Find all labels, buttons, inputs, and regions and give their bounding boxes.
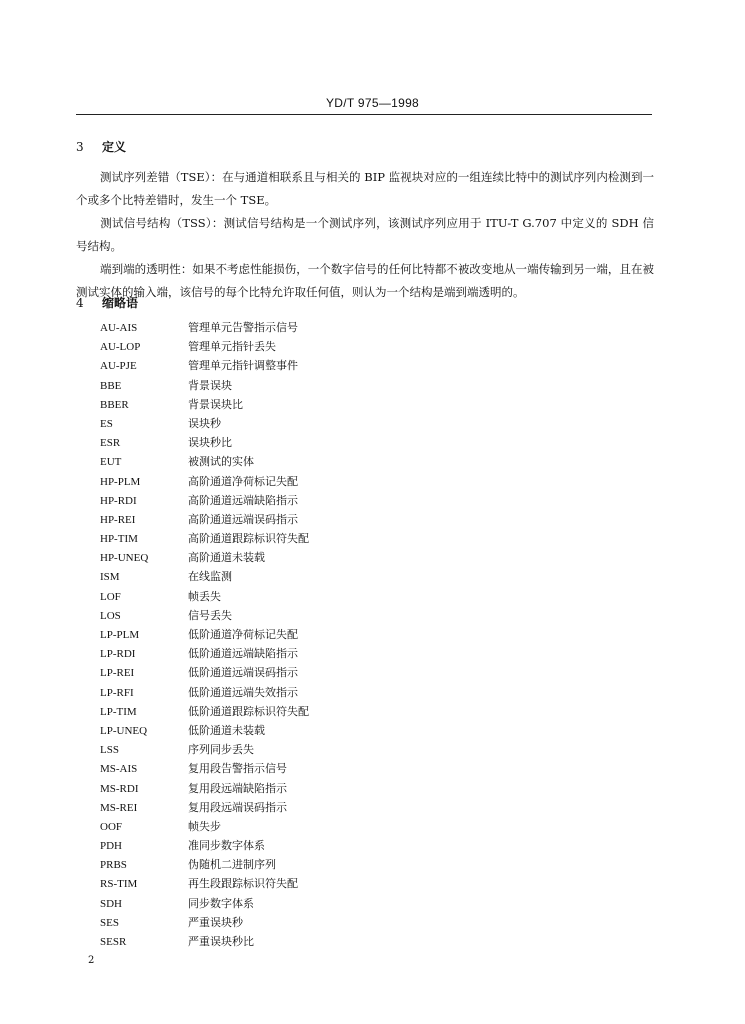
abbreviation-code: SES <box>100 916 119 929</box>
abbreviation-row <box>100 874 440 893</box>
abbreviation-definition: 低阶通道远端缺陷指示 <box>188 647 298 661</box>
section-4-number: 4 <box>76 296 84 310</box>
abbreviation-code: ES <box>100 417 113 430</box>
abbreviation-definition: 管理单元指针调整事件 <box>188 359 298 373</box>
abbreviation-code: HP-UNEQ <box>100 552 149 565</box>
abbreviation-row <box>100 644 440 663</box>
abbreviation-row <box>100 376 440 395</box>
abbreviation-definition: 高阶通道净荷标记失配 <box>188 474 298 488</box>
abbreviation-definition: 误块秒 <box>188 416 221 430</box>
abbreviation-definition: 序列同步丢失 <box>188 743 254 757</box>
abbreviation-definition: 高阶通道远端误码指示 <box>188 512 298 526</box>
abbreviation-code: HP-PLM <box>100 475 141 488</box>
abbreviation-row <box>100 395 440 414</box>
abbreviation-code: LP-TIM <box>100 705 137 718</box>
abbreviation-code: HP-REI <box>100 513 136 526</box>
paragraph-text: 测试序列差错（TSE）：在与通道相联系且与相关的 BIP 监视块对应的一组连续比特中的测试序列内检测到一个或多个比特差错时，发生一个 TSE。 <box>76 170 654 207</box>
abbreviation-definition: 误块秒比 <box>188 436 232 450</box>
abbreviation-row <box>100 740 440 759</box>
abbreviation-row <box>100 606 440 625</box>
abbreviation-code: MS-RDI <box>100 782 139 795</box>
abbreviation-row <box>100 913 440 932</box>
abbreviation-definition: 低阶通道净荷标记失配 <box>188 628 298 641</box>
abbreviation-definition: 严重误块秒 <box>188 915 243 929</box>
paragraph-text: 端到端的透明性：如果不考虑性能损伤，一个数字信号的任何比特都不被改变地从一端传输到另一端，且在被测试实体的输入端，该信号的每个比特允许取任何值，则认为一个结构是端到端透明的。 <box>76 262 654 299</box>
abbreviation-code: RS-TIM <box>100 878 138 891</box>
abbreviation-code: PDH <box>100 840 123 853</box>
abbreviation-definition: 再生段跟踪标识符失配 <box>188 877 298 891</box>
abbreviation-row <box>100 721 440 740</box>
abbreviation-row <box>100 779 440 798</box>
definition-paragraph-transparency <box>76 258 654 304</box>
abbreviation-code: PRBS <box>100 859 127 872</box>
abbreviation-definition: 低阶通道跟踪标识符失配 <box>188 704 309 718</box>
abbreviation-code: EUT <box>100 456 122 469</box>
abbreviation-definition: 复用段告警指示信号 <box>188 762 287 776</box>
abbreviation-code: LSS <box>100 744 119 757</box>
abbreviation-row <box>100 702 440 721</box>
abbreviation-row <box>100 337 440 356</box>
abbreviation-definition: 复用段远端缺陷指示 <box>188 781 287 795</box>
abbreviation-code: LP-REI <box>100 667 135 680</box>
abbreviation-definition: 背景误块 <box>188 378 232 392</box>
abbreviation-code: LOS <box>100 609 121 622</box>
abbreviation-row <box>100 587 440 606</box>
abbreviation-row <box>100 529 440 548</box>
abbreviation-code: SESR <box>100 936 127 948</box>
abbreviation-definition: 背景误块比 <box>188 397 243 411</box>
abbreviation-code: MS-AIS <box>100 763 138 776</box>
abbreviation-code: ISM <box>100 571 120 584</box>
definition-paragraph-tss <box>76 212 654 258</box>
abbreviation-row <box>100 567 440 586</box>
abbreviation-definition: 管理单元告警指示信号 <box>188 321 298 334</box>
page-number: 2 <box>88 955 95 966</box>
abbreviation-definition: 严重误块秒比 <box>188 935 254 948</box>
abbreviation-row <box>100 433 440 452</box>
abbreviation-definition: 高阶通道未装载 <box>188 551 265 565</box>
abbreviation-code: HP-TIM <box>100 533 138 546</box>
abbreviation-row <box>100 548 440 567</box>
abbreviation-code: BBER <box>100 398 129 411</box>
abbreviation-code: MS-REI <box>100 801 138 814</box>
abbreviation-definition: 帧丢失 <box>188 589 221 603</box>
abbreviation-definition: 高阶通道远端缺陷指示 <box>188 493 298 507</box>
section-4-heading <box>76 294 138 311</box>
abbreviation-definition: 准同步数字体系 <box>188 839 265 853</box>
section-3-title: 定义 <box>102 140 127 154</box>
abbreviation-row <box>100 855 440 874</box>
abbreviation-definition: 低阶通道远端误码指示 <box>188 666 298 680</box>
abbreviation-row <box>100 452 440 471</box>
abbreviation-row <box>100 894 440 913</box>
abbreviation-row <box>100 625 440 644</box>
abbreviation-row <box>100 663 440 682</box>
abbreviation-row <box>100 932 440 951</box>
abbreviation-definition: 高阶通道跟踪标识符失配 <box>188 532 309 546</box>
abbreviation-code: AU-LOP <box>100 341 141 354</box>
abbreviation-row <box>100 414 440 433</box>
abbreviation-code: HP-RDI <box>100 494 137 507</box>
abbreviation-list <box>100 318 440 951</box>
abbreviation-definition: 低阶通道未装载 <box>188 723 265 737</box>
definition-paragraph-tse <box>76 166 654 212</box>
abbreviation-code: LP-PLM <box>100 629 140 641</box>
abbreviation-row <box>100 683 440 702</box>
abbreviation-code: LP-RDI <box>100 648 136 661</box>
abbreviation-code: LOF <box>100 590 121 603</box>
abbreviation-code: AU-PJE <box>100 360 137 373</box>
abbreviation-definition: 同步数字体系 <box>188 896 254 910</box>
abbreviation-code: SDH <box>100 897 123 910</box>
abbreviation-definition: 在线监测 <box>188 570 232 584</box>
abbreviation-definition: 被测试的实体 <box>188 455 254 469</box>
abbreviation-row <box>100 491 440 510</box>
document-header-code: YD/T 975—1998 <box>325 96 420 110</box>
abbreviation-row <box>100 817 440 836</box>
abbreviation-row <box>100 472 440 491</box>
abbreviation-row <box>100 318 440 337</box>
abbreviation-definition: 信号丢失 <box>188 608 232 622</box>
abbreviation-code: LP-RFI <box>100 686 134 699</box>
paragraph-text: 测试信号结构（TSS）：测试信号结构是一个测试序列，该测试序列应用于 ITU-T G.707 中定义的 SDH 信号结构。 <box>76 216 654 253</box>
section-3-number: 3 <box>76 140 84 154</box>
abbreviation-code: BBE <box>100 379 122 392</box>
abbreviation-row <box>100 759 440 778</box>
header-rule <box>76 114 652 115</box>
abbreviation-definition: 伪随机二进制序列 <box>188 858 276 872</box>
abbreviation-definition: 复用段远端误码指示 <box>188 800 287 814</box>
section-4-title: 缩略语 <box>102 296 139 310</box>
abbreviation-definition: 帧失步 <box>188 819 221 833</box>
abbreviation-row <box>100 510 440 529</box>
abbreviation-row <box>100 798 440 817</box>
abbreviation-code: OOF <box>100 820 123 833</box>
abbreviation-definition: 低阶通道远端失效指示 <box>188 685 298 699</box>
section-3-heading <box>76 138 126 155</box>
abbreviation-row <box>100 356 440 375</box>
abbreviation-definition: 管理单元指针丢失 <box>188 340 276 354</box>
abbreviation-row <box>100 836 440 855</box>
abbreviation-code: AU-AIS <box>100 322 138 334</box>
abbreviation-code: LP-UNEQ <box>100 724 148 737</box>
abbreviation-code: ESR <box>100 437 121 450</box>
